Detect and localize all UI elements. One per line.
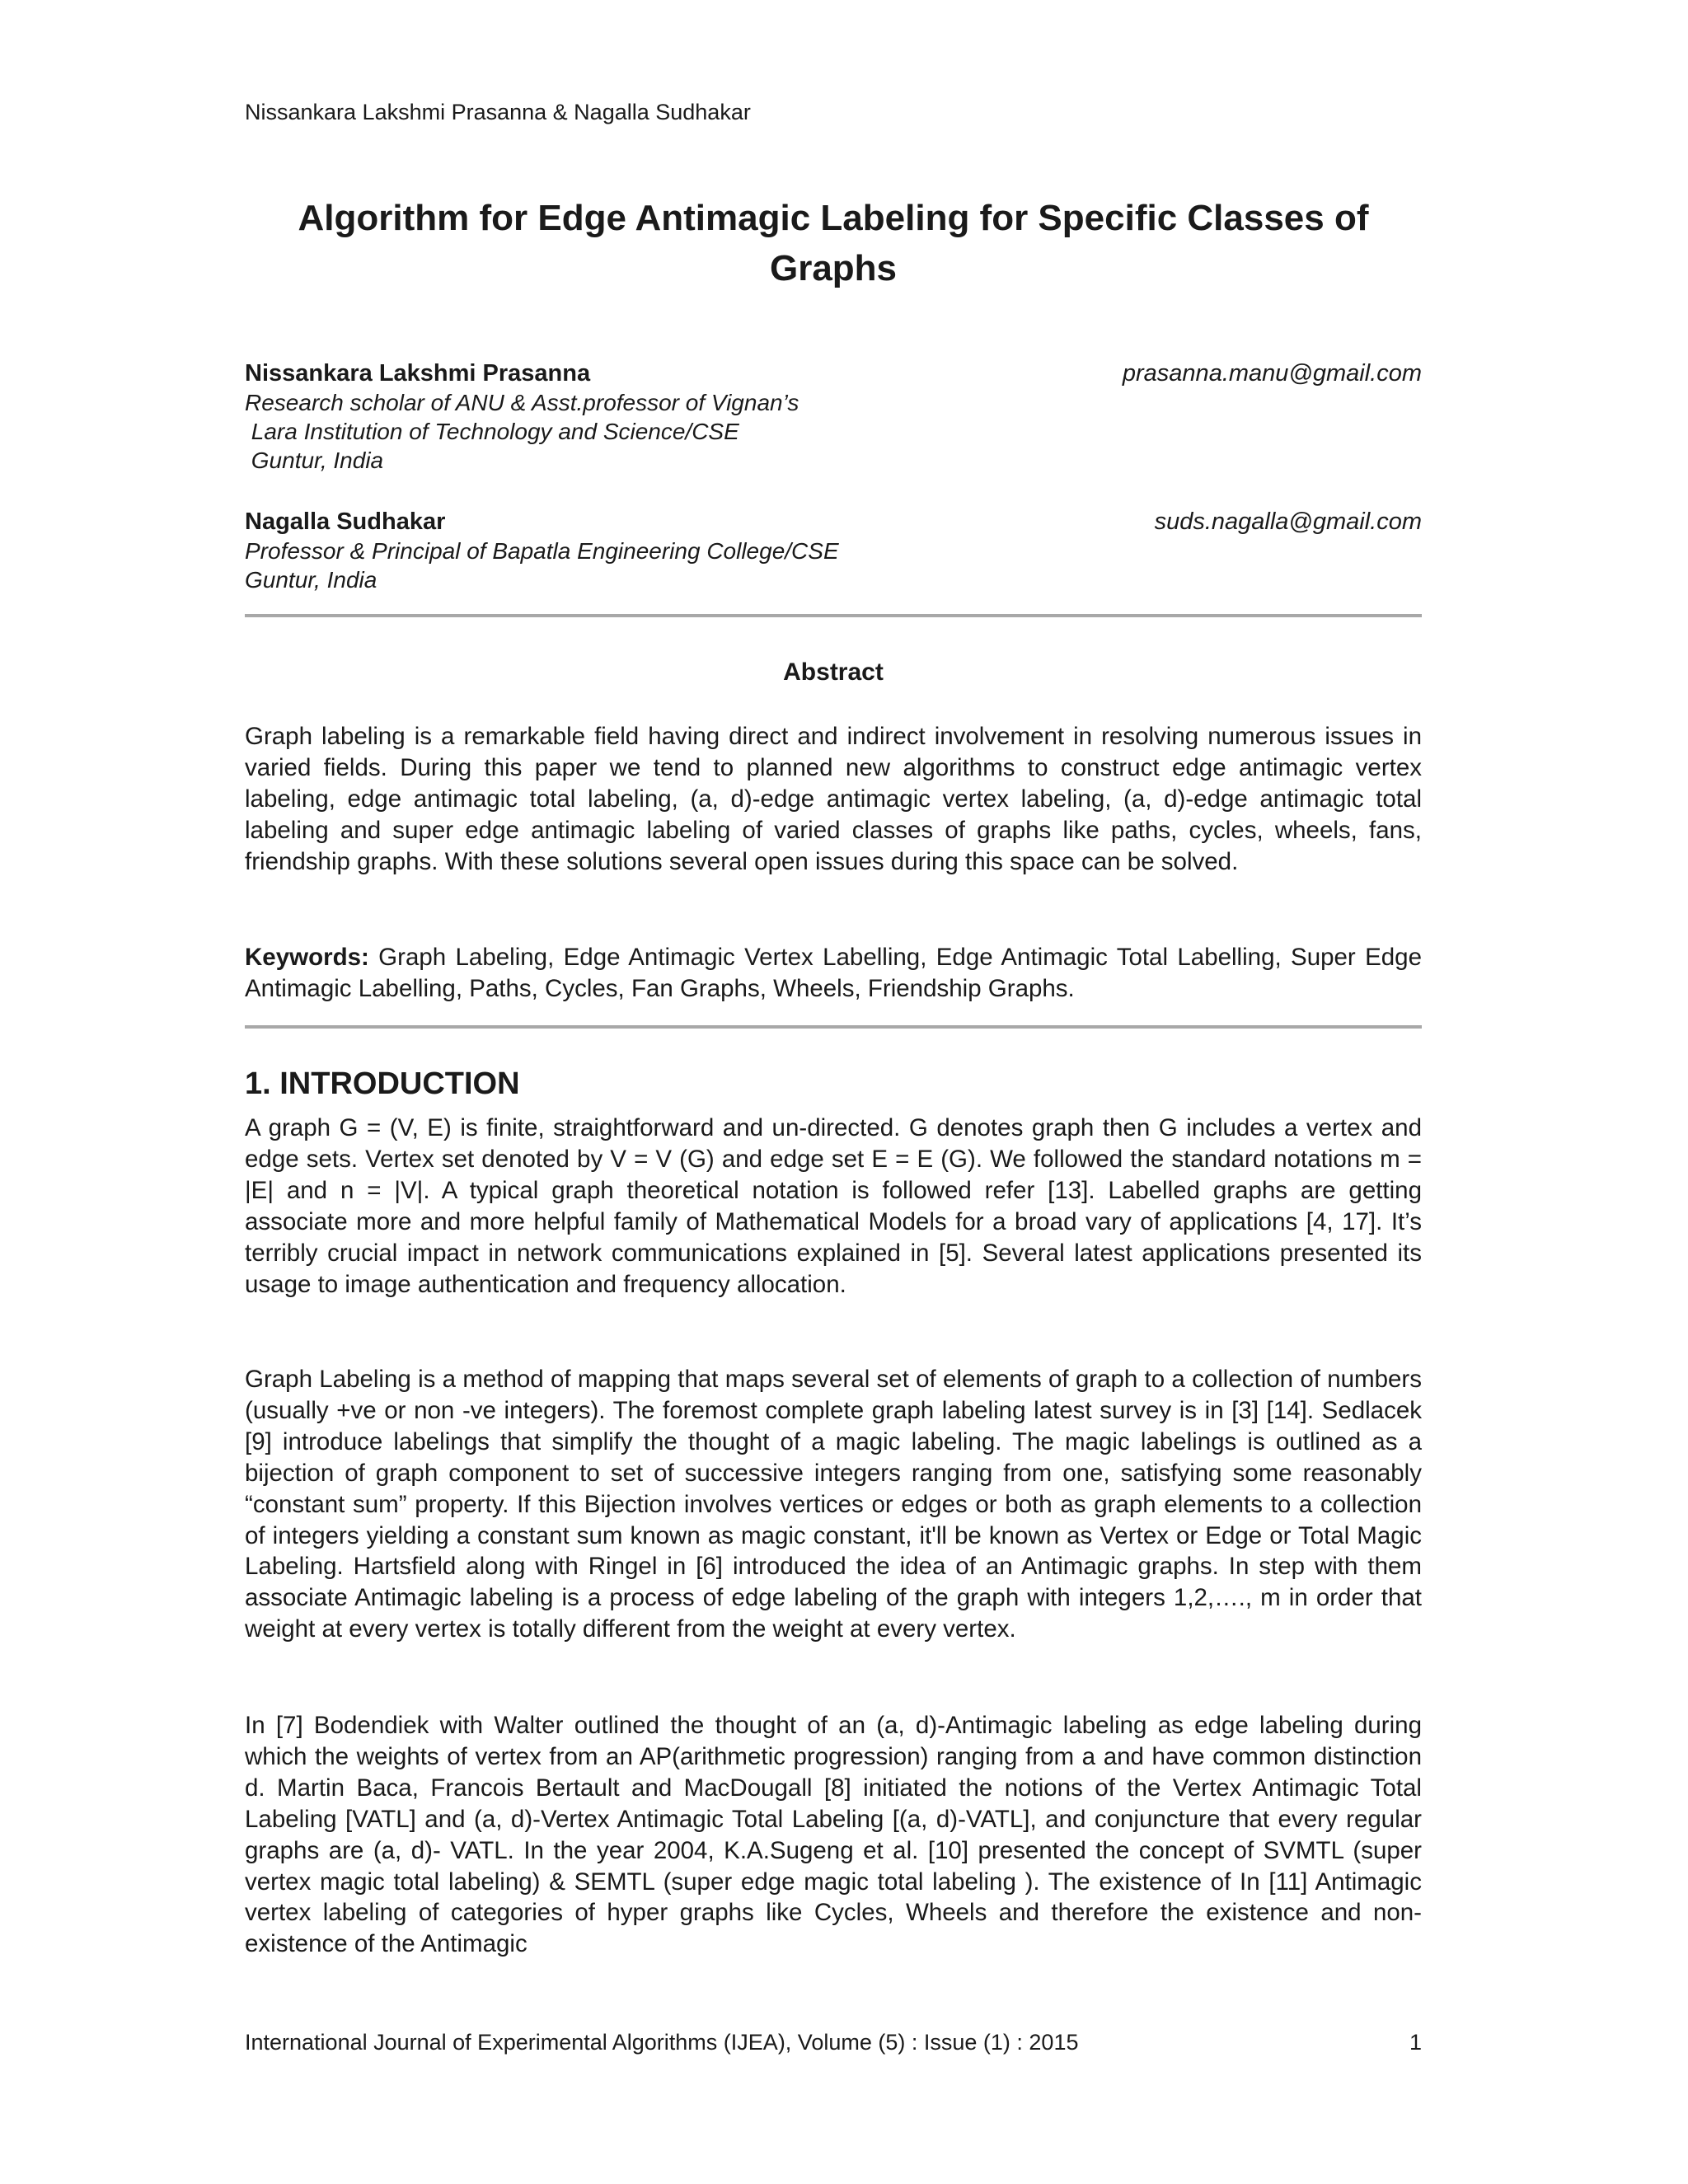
author-2-affiliation-line-2: Guntur, India (245, 567, 377, 593)
author-1-name: Nissankara Lakshmi Prasanna (245, 360, 591, 387)
page-footer (245, 2028, 1422, 2056)
abstract-text: Graph labeling is a remarkable field having direct and indirect involvement in resolving numerous issues in varied fields. During this paper we tend to planned new algorithms to construct edge antimagic vertex labeling, edge antimagic total labeling, (a, d)-edge antimagic vertex labeling, (a, d)-edge antimagic total labeling and super edge antimagic labeling of varied classes of graphs like paths, cycles, wheels, fans, friendship graphs. With these solutions several open issues during this space can be solved. (245, 723, 1422, 875)
author-1-affiliation-line-2: Lara Institution of Technology and Science/CSE (245, 419, 739, 444)
keywords-text: Graph Labeling, Edge Antimagic Vertex Labelling, Edge Antimagic Total Labelling, Super Edge Antimagic Labelling, Paths, Cycles, Fan Graphs, Wheels, Friendship Graphs. (245, 944, 1422, 1002)
paper-title (245, 193, 1422, 293)
paper-title-line-1: Algorithm for Edge Antimagic Labeling for Specific Classes of (298, 198, 1369, 238)
divider-bottom (245, 1025, 1422, 1029)
intro-paragraph-1: A graph G = (V, E) is finite, straightforward and un-directed. G denotes graph then G includes a vertex and edge sets. Vertex set denoted by V = V (G) and edge set E = E (G). We followed the standard notations m = |E| and n = |V|. A typical graph theoretical notation is followed refer [13]. Labelled graphs are getting associate more and more helpful family of Mathematical Models for a broad vary of applications [4, 17]. It’s terribly crucial impact in network communications explained in [5]. Several latest applications presented its usage to image authentication and frequency allocation. (245, 1114, 1422, 1298)
divider-top (245, 614, 1422, 617)
author-2 (245, 507, 1422, 594)
author-1-email: prasanna.manu@gmail.com (1122, 360, 1422, 387)
abstract-heading: Abstract (783, 658, 884, 686)
intro-paragraph-3: In [7] Bodendiek with Walter outlined the thought of an (a, d)-Antimagic labeling as edge labeling during which the weights of vertex from an AP(arithmetic progression) ranging from a and have common distinction d. Martin Baca, Francois Bertault and MacDougall [8] initiated the notions of the Vertex Antimagic Total Labeling [VATL] and (a, d)-Vertex Antimagic Total Labeling [(a, d)-VATL], and conjuncture that every regular graphs are (a, d)- VATL. In the year 2004, K.A.Sugeng et al. [10] presented the concept of SVMTL (super vertex magic total labeling) & SEMTL (super edge magic total labeling ). The existence of In [11] Antimagic vertex labeling of categories of hyper graphs like Cycles, Wheels and therefore the existence and non-existence of the Antimagic (245, 1712, 1422, 1958)
author-2-name: Nagalla Sudhakar (245, 509, 446, 535)
keywords-label: Keywords: (245, 944, 369, 971)
author-2-affiliation-line-1: Professor & Principal of Bapatla Engineering College/CSE (245, 538, 839, 564)
running-head: Nissankara Lakshmi Prasanna & Nagalla Sudhakar (245, 100, 751, 124)
keywords (245, 942, 1422, 1005)
footer-journal: International Journal of Experimental Algorithms (IJEA), Volume (5) : Issue (1) : 2015 (245, 2030, 1079, 2055)
author-2-email: suds.nagalla@gmail.com (1154, 509, 1422, 535)
author-1 (245, 359, 1422, 475)
paper-title-line-2: Graphs (769, 248, 898, 288)
intro-paragraph-2: Graph Labeling is a method of mapping that maps several set of elements of graph to a collection of numbers (usually +ve or non -ve integers). The foremost complete graph labeling latest survey is in [3] [14]. Sedlacek [9] introduce labelings that simplify the thought of a magic labeling. The magic labelings is outlined as a bijection of graph component to set of successive integers ranging from one, satisfying some reasonably “constant sum” property. If this Bijection involves vertices or edges or both as graph elements to a collection of integers yielding a constant sum known as magic constant, it'll be known as Vertex or Edge or Total Magic Labeling. Hartsfield along with Ringel in [6] introduced the idea of an Antimagic graphs. In step with them associate Antimagic labeling is a process of edge labeling of the graph with integers 1,2,…., m in order that weight at every vertex is totally different from the weight at every vertex. (245, 1366, 1422, 1643)
author-1-affiliation-line-3: Guntur, India (245, 448, 384, 473)
page-number: 1 (1409, 2030, 1422, 2055)
section-heading-introduction: 1. INTRODUCTION (245, 1066, 520, 1101)
author-1-affiliation-line-1: Research scholar of ANU & Asst.professor of Vignan’s (245, 390, 799, 415)
